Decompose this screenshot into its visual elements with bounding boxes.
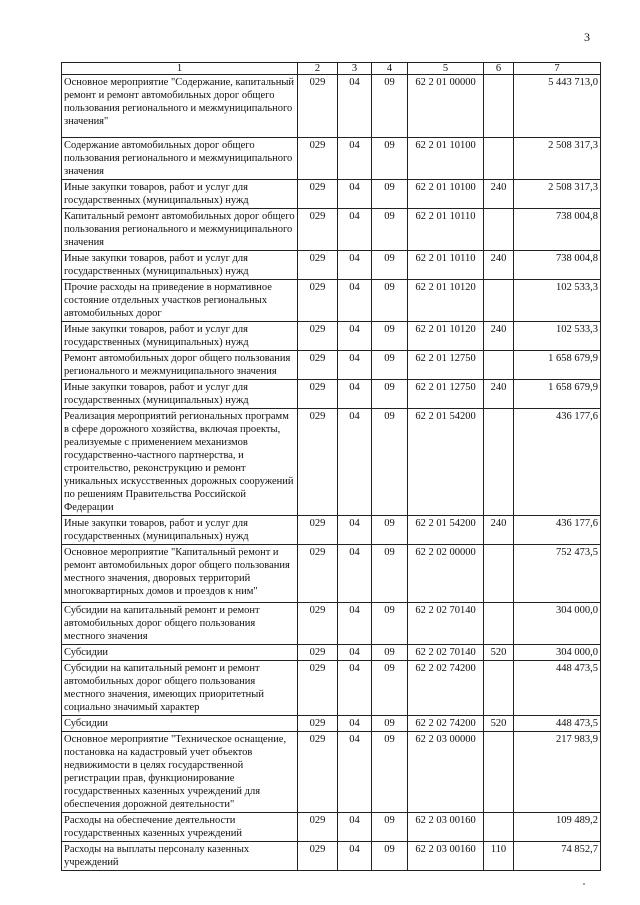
row-name-cell: Иные закупки товаров, работ и услуг для государственных (муниципальных) нужд	[62, 516, 298, 545]
row-name-cell: Расходы на обеспечение деятельности государственных казенных учреждений	[62, 813, 298, 842]
row-name-cell: Ремонт автомобильных дорог общего пользования регионального и межмуниципального значения	[62, 351, 298, 380]
row-sum-cell: 217 983,9	[514, 732, 601, 813]
table-row	[62, 209, 601, 251]
row-name-cell: Иные закупки товаров, работ и услуг для государственных (муниципальных) нужд	[62, 322, 298, 351]
row-code3-cell: 04	[338, 75, 372, 138]
row-code4-cell: 09	[372, 516, 408, 545]
row-sum-cell: 752 473,5	[514, 545, 601, 603]
row-sum-cell: 2 508 317,3	[514, 180, 601, 209]
row-code6-cell	[484, 280, 514, 322]
row-code4-cell: 09	[372, 75, 408, 138]
row-code6-cell	[484, 661, 514, 716]
row-code2-cell: 029	[298, 209, 338, 251]
row-code3-cell: 04	[338, 603, 372, 645]
table-row	[62, 516, 601, 545]
row-sum-cell: 436 177,6	[514, 409, 601, 516]
row-code5-cell: 62 2 01 10100	[408, 138, 484, 180]
row-code4-cell: 09	[372, 138, 408, 180]
row-name-cell: Реализация мероприятий региональных программ в сфере дорожного хозяйства, включая проекты, реализуемые с применением механизмов государственно-частного партнерства, и строительство, реконструкцию и ремонт уникальных искусственных дорожных сооружений по решениям Правительства Российской Федерации	[62, 409, 298, 516]
row-name-cell: Иные закупки товаров, работ и услуг для государственных (муниципальных) нужд	[62, 251, 298, 280]
row-code5-cell: 62 2 01 54200	[408, 516, 484, 545]
row-code5-cell: 62 2 02 74200	[408, 661, 484, 716]
row-sum-cell: 738 004,8	[514, 209, 601, 251]
row-code4-cell: 09	[372, 603, 408, 645]
row-code2-cell: 029	[298, 842, 338, 871]
row-code3-cell: 04	[338, 516, 372, 545]
row-code2-cell: 029	[298, 409, 338, 516]
table-header-row	[62, 63, 601, 75]
row-code2-cell: 029	[298, 75, 338, 138]
row-code3-cell: 04	[338, 209, 372, 251]
row-code3-cell: 04	[338, 661, 372, 716]
row-code4-cell: 09	[372, 251, 408, 280]
row-code6-cell	[484, 409, 514, 516]
row-code6-cell	[484, 545, 514, 603]
row-code5-cell: 62 2 01 12750	[408, 351, 484, 380]
table-body	[62, 75, 601, 871]
row-code2-cell: 029	[298, 180, 338, 209]
row-code4-cell: 09	[372, 180, 408, 209]
row-code2-cell: 029	[298, 603, 338, 645]
row-code6-cell: 110	[484, 842, 514, 871]
row-code4-cell: 09	[372, 732, 408, 813]
row-code6-cell: 240	[484, 516, 514, 545]
row-code6-cell: 240	[484, 251, 514, 280]
table-row	[62, 138, 601, 180]
row-code2-cell: 029	[298, 351, 338, 380]
row-code6-cell	[484, 603, 514, 645]
page-number: 3	[584, 30, 590, 44]
table-row	[62, 280, 601, 322]
budget-table	[61, 62, 601, 871]
table-row	[62, 645, 601, 661]
row-code5-cell: 62 2 02 00000	[408, 545, 484, 603]
table-row	[62, 322, 601, 351]
row-code2-cell: 029	[298, 813, 338, 842]
row-code4-cell: 09	[372, 645, 408, 661]
row-name-cell: Содержание автомобильных дорог общего пользования регионального и межмуниципального значения	[62, 138, 298, 180]
row-code3-cell: 04	[338, 180, 372, 209]
row-code2-cell: 029	[298, 322, 338, 351]
row-name-cell: Иные закупки товаров, работ и услуг для государственных (муниципальных) нужд	[62, 180, 298, 209]
row-sum-cell: 1 658 679,9	[514, 351, 601, 380]
row-code6-cell	[484, 75, 514, 138]
row-code3-cell: 04	[338, 545, 372, 603]
row-code3-cell: 04	[338, 813, 372, 842]
table-row	[62, 732, 601, 813]
row-sum-cell: 304 000,0	[514, 603, 601, 645]
row-name-cell: Основное мероприятие "Капитальный ремонт и ремонт автомобильных дорог общего пользования местного значения, дворовых территорий многоквартирных домов и проездов к ним"	[62, 545, 298, 603]
row-code5-cell: 62 2 02 74200	[408, 716, 484, 732]
row-name-cell: Субсидии на капитальный ремонт и ремонт автомобильных дорог общего пользования местного значения, имеющих приоритетный социально значимый характер	[62, 661, 298, 716]
row-sum-cell: 102 533,3	[514, 322, 601, 351]
row-code4-cell: 09	[372, 380, 408, 409]
row-code3-cell: 04	[338, 322, 372, 351]
row-sum-cell: 436 177,6	[514, 516, 601, 545]
row-sum-cell: 1 658 679,9	[514, 380, 601, 409]
row-code2-cell: 029	[298, 661, 338, 716]
row-name-cell: Основное мероприятие "Техническое оснащение, постановка на кадастровый учет объектов недвижимости в целях государственной регистрации прав, функционирование государственных казенных учреждений для обеспечения дорожной деятельности"	[62, 732, 298, 813]
row-code3-cell: 04	[338, 351, 372, 380]
row-code4-cell: 09	[372, 322, 408, 351]
row-code3-cell: 04	[338, 380, 372, 409]
row-code3-cell: 04	[338, 645, 372, 661]
row-sum-cell: 448 473,5	[514, 716, 601, 732]
row-sum-cell: 74 852,7	[514, 842, 601, 871]
row-name-cell: Основное мероприятие "Содержание, капитальный ремонт и ремонт автомобильных дорог общего пользования регионального и межмуниципального значения"	[62, 75, 298, 138]
row-code5-cell: 62 2 01 10120	[408, 322, 484, 351]
row-sum-cell: 304 000,0	[514, 645, 601, 661]
row-code4-cell: 09	[372, 409, 408, 516]
row-code2-cell: 029	[298, 516, 338, 545]
row-code6-cell: 240	[484, 380, 514, 409]
row-code5-cell: 62 2 03 00000	[408, 732, 484, 813]
row-code4-cell: 09	[372, 813, 408, 842]
row-code5-cell: 62 2 02 70140	[408, 603, 484, 645]
row-code3-cell: 04	[338, 732, 372, 813]
table-row	[62, 716, 601, 732]
row-name-cell: Расходы на выплаты персоналу казенных учреждений	[62, 842, 298, 871]
row-code5-cell: 62 2 01 10110	[408, 209, 484, 251]
column-header: 7	[514, 63, 601, 75]
row-code4-cell: 09	[372, 661, 408, 716]
row-name-cell: Иные закупки товаров, работ и услуг для государственных (муниципальных) нужд	[62, 380, 298, 409]
row-code3-cell: 04	[338, 716, 372, 732]
row-code4-cell: 09	[372, 209, 408, 251]
row-code6-cell	[484, 813, 514, 842]
row-name-cell: Субсидии	[62, 645, 298, 661]
row-code2-cell: 029	[298, 732, 338, 813]
table-row	[62, 251, 601, 280]
row-code4-cell: 09	[372, 716, 408, 732]
row-sum-cell: 738 004,8	[514, 251, 601, 280]
row-code2-cell: 029	[298, 716, 338, 732]
table-row	[62, 545, 601, 603]
row-sum-cell: 2 508 317,3	[514, 138, 601, 180]
table-row	[62, 351, 601, 380]
row-code3-cell: 04	[338, 280, 372, 322]
row-code5-cell: 62 2 01 54200	[408, 409, 484, 516]
row-code2-cell: 029	[298, 251, 338, 280]
row-code2-cell: 029	[298, 380, 338, 409]
table-row	[62, 661, 601, 716]
row-code2-cell: 029	[298, 138, 338, 180]
row-code6-cell: 520	[484, 716, 514, 732]
table-row	[62, 813, 601, 842]
table-row	[62, 842, 601, 871]
row-code2-cell: 029	[298, 280, 338, 322]
table-row	[62, 380, 601, 409]
row-sum-cell: 5 443 713,0	[514, 75, 601, 138]
row-name-cell: Субсидии	[62, 716, 298, 732]
row-sum-cell: 102 533,3	[514, 280, 601, 322]
row-code6-cell	[484, 351, 514, 380]
column-header: 1	[62, 63, 298, 75]
table-row	[62, 603, 601, 645]
row-code6-cell	[484, 732, 514, 813]
table-row	[62, 180, 601, 209]
table-row	[62, 409, 601, 516]
row-code5-cell: 62 2 03 00160	[408, 813, 484, 842]
row-name-cell: Капитальный ремонт автомобильных дорог общего пользования регионального и межмуниципального значения	[62, 209, 298, 251]
row-code2-cell: 029	[298, 645, 338, 661]
row-sum-cell: 109 489,2	[514, 813, 601, 842]
row-code6-cell: 240	[484, 322, 514, 351]
row-name-cell: Прочие расходы на приведение в нормативное состояние отдельных участков региональных автомобильных дорог	[62, 280, 298, 322]
row-code5-cell: 62 2 03 00160	[408, 842, 484, 871]
row-code3-cell: 04	[338, 138, 372, 180]
row-code3-cell: 04	[338, 842, 372, 871]
row-code4-cell: 09	[372, 545, 408, 603]
column-header: 3	[338, 63, 372, 75]
column-header: 5	[408, 63, 484, 75]
row-code6-cell	[484, 138, 514, 180]
row-sum-cell: 448 473,5	[514, 661, 601, 716]
scan-dot	[583, 883, 585, 885]
row-code2-cell: 029	[298, 545, 338, 603]
row-code4-cell: 09	[372, 842, 408, 871]
row-name-cell: Субсидии на капитальный ремонт и ремонт автомобильных дорог общего пользования местного значения	[62, 603, 298, 645]
row-code3-cell: 04	[338, 251, 372, 280]
row-code3-cell: 04	[338, 409, 372, 516]
row-code5-cell: 62 2 01 10100	[408, 180, 484, 209]
row-code5-cell: 62 2 01 10120	[408, 280, 484, 322]
table-row	[62, 75, 601, 138]
row-code4-cell: 09	[372, 280, 408, 322]
row-code6-cell: 520	[484, 645, 514, 661]
column-header: 2	[298, 63, 338, 75]
row-code5-cell: 62 2 01 10110	[408, 251, 484, 280]
column-header: 6	[484, 63, 514, 75]
row-code5-cell: 62 2 02 70140	[408, 645, 484, 661]
row-code5-cell: 62 2 01 12750	[408, 380, 484, 409]
row-code4-cell: 09	[372, 351, 408, 380]
column-header: 4	[372, 63, 408, 75]
row-code6-cell	[484, 209, 514, 251]
row-code6-cell: 240	[484, 180, 514, 209]
row-code5-cell: 62 2 01 00000	[408, 75, 484, 138]
